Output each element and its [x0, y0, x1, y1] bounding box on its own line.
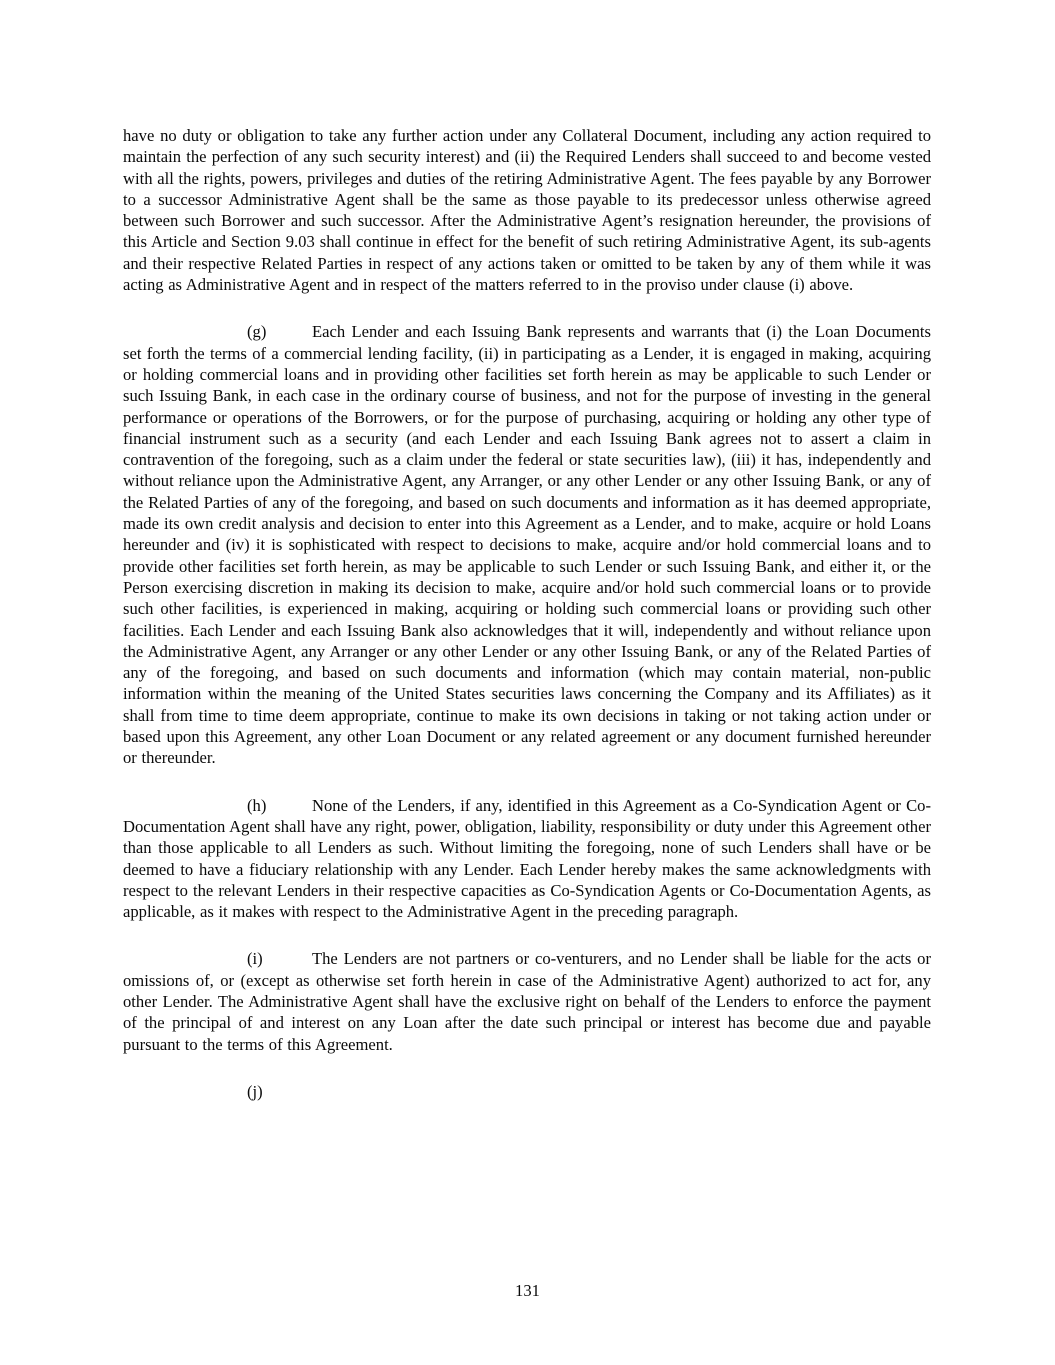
paragraph-text: have no duty or obligation to take any further action under any Collateral Document, including any action required to maintain the perfection of any such security interest) and (ii) the Required Lenders shall succeed to and become vested with all the rights, powers, privileges and duties of the retiring Administrative Agent. The fees payable by any Borrower to a successor Administrative Agent shall be the same as those payable to its predecessor unless otherwise agreed between such Borrower and such successor. After the Administrative Agent’s resignation hereunder, the provisions of this Article and Section 9.03 shall continue in effect for the benefit of such retiring Administrative Agent, its sub-agents and their respective Related Parties in respect of any actions taken or omitted to be taken by any of them while it was acting as Administrative Agent and in respect of the matters referred to in the proviso under clause (i) above.	[123, 126, 931, 295]
paragraph-j-label: (j)	[247, 1081, 263, 1101]
paragraph-h-label: (h)	[247, 795, 267, 815]
paragraph-i-text: The Lenders are not partners or co-venturers, and no Lender shall be liable for the acts or omissions of, or (except as otherwise set forth herein in case of the Administrative Agent) authorized to act for, any other Lender. The Administrative Agent shall have the exclusive right on behalf of the Lenders to enforce the payment of the principal of and interest on any Loan after the date such principal or interest has become due and payable pursuant to the terms of this Agreement.	[123, 949, 931, 1054]
paragraph-i-label: (i)	[247, 949, 263, 969]
paragraph-j	[123, 1081, 931, 1102]
paragraph-g-text: Each Lender and each Issuing Bank represents and warrants that (i) the Loan Documents set forth the terms of a commercial lending facility, (ii) in participating as a Lender, it is engaged in making, acquiring or holding commercial loans and in providing other facilities set forth herein as may be applicable to such Lender or such Issuing Bank, in each case in the ordinary course of business, and not for the purpose of investing in the general performance or operations of the Borrowers, or for the purpose of purchasing, acquiring or holding any other type of financial instrument such as a security (and each Lender and each Issuing Bank agrees not to assert a claim in contravention of the foregoing, such as a claim under the federal or state securities law), (iii) it has, independently and without reliance upon the Administrative Agent, any Arranger, or any other Lender or any other Issuing Bank, or any of the Related Parties of any of the foregoing, and based on such documents and information as it has deemed appropriate, made its own credit analysis and decision to enter into this Agreement as a Lender, and to make, acquire or hold Loans hereunder and (iv) it is sophisticated with respect to decisions to make, acquire and/or hold commercial loans and to provide other facilities set forth herein, as may be applicable to such Lender or such Issuing Bank, and either it, or the Person exercising discretion in making its decision to make, acquire and/or hold such commercial loans or to provide such other facilities, is experienced in making, acquiring or holding such commercial loans or providing such other facilities. Each Lender and each Issuing Bank also acknowledges that it will, independently and without reliance upon the Administrative Agent, any Arranger or any other Lender or any other Issuing Bank, or any of the Related Parties of any of the foregoing, and based on such documents and information (which may contain material, non-public information within the meaning of the United States securities laws concerning the Company and its Affiliates) as it shall from time to time deem appropriate, continue to make its own decisions in taking or not taking action under or based upon this Agreement, any other Loan Document or any related agreement or any document furnished hereunder or thereunder.	[123, 322, 931, 768]
paragraph-g	[123, 321, 931, 768]
paragraph-g-label: (g)	[247, 322, 267, 342]
paragraph-continuation	[123, 125, 931, 295]
page-number: 131	[515, 1281, 540, 1300]
document-page	[123, 125, 931, 1128]
paragraph-h	[123, 795, 931, 923]
paragraph-h-text: None of the Lenders, if any, identified in this Agreement as a Co-Syndication Agent or Co-Documentation Agent shall have any right, power, obligation, liability, responsibility or duty under this Agreement other than those applicable to all Lenders as such. Without limiting the foregoing, none of such Lenders shall have or be deemed to have a fiduciary relationship with any Lender. Each Lender hereby makes the same acknowledgments with respect to the relevant Lenders in their respective capacities as Co-Syndication Agents or Co-Documentation Agents, as applicable, as it makes with respect to the Administrative Agent in the preceding paragraph.	[123, 795, 931, 922]
paragraph-i	[123, 948, 931, 1054]
